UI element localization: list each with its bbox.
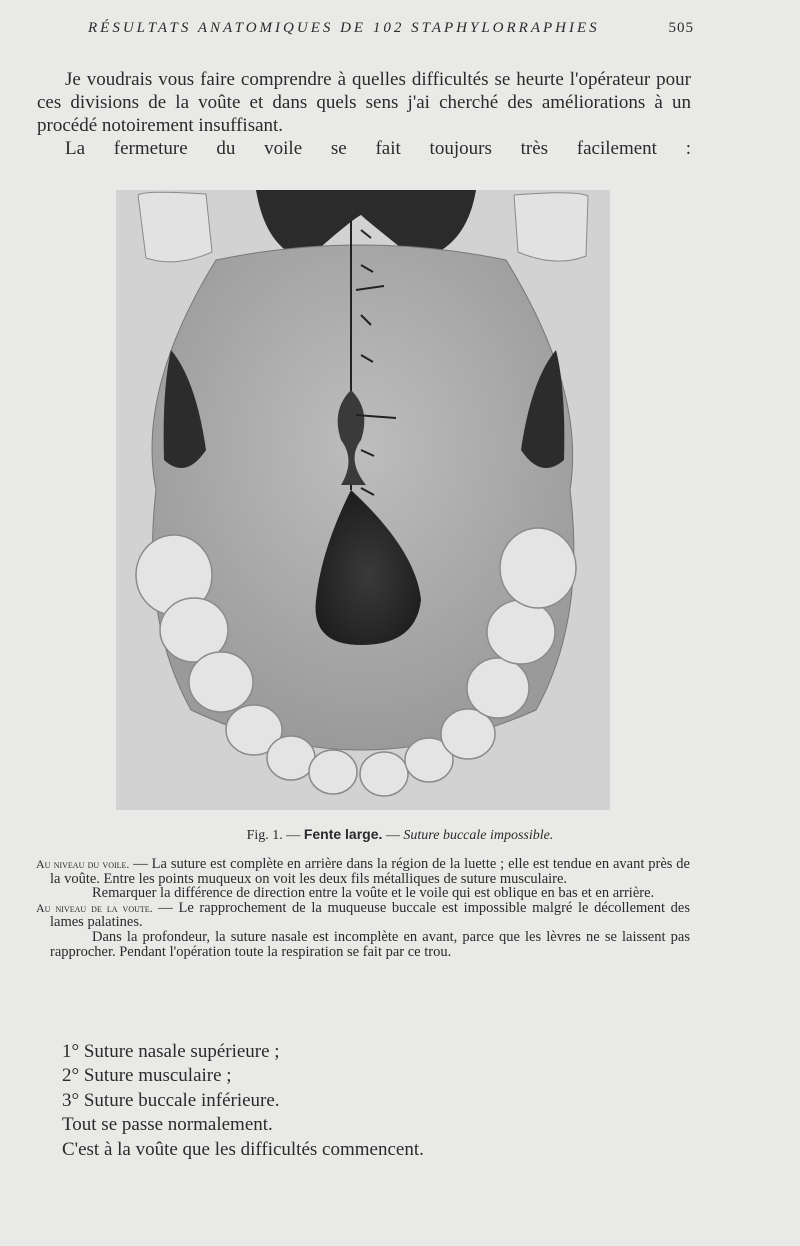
conclusion-line-1: Tout se passe normalement. [62,1114,273,1136]
figure-caption [0,826,800,844]
intro-paragraph-1: Je voudrais vous faire comprendre à quelles difficultés se heurte l'opérateur pour ces divisions de la voûte et dans quels sens j'ai cherché des améliorations à un procédé notoirement insuffisant. [37,69,691,136]
caption-subtitle: Suture buccale impossible. [403,828,554,843]
palate-drawing [116,190,610,810]
caption-separator: — [382,828,404,843]
step-1: 1° Suture nasale supérieure ; [62,1041,280,1062]
caption-title: Fente large. [303,826,383,842]
suture-steps [62,1040,682,1162]
note-voile [36,857,690,886]
intro-text [37,68,691,160]
step-2: 2° Suture musculaire ; [62,1065,232,1087]
note-voile-lead: Au niveau du voile. [36,857,130,871]
step-3: 3° Suture buccale inférieure. [62,1089,280,1111]
conclusion-line-2: C'est à la voûte que les difficultés commencent. [62,1138,424,1160]
running-title: RÉSULTATS ANATOMIQUES DE 102 STAPHYLORRAPHIES [88,20,600,36]
note-direction: Remarquer la différence de direction entre la voûte et le voile qui est oblique en bas et en arrière. [92,885,655,902]
caption-number: Fig. 1. — [246,828,304,843]
note-voute-lead: Au niveau de la voute. [36,900,153,915]
page-number: 505 [668,20,694,36]
palate-illustration [116,190,610,810]
note-profondeur: Dans la profondeur, la suture nasale est incomplète en avant, parce que les lèvres ne se laissent pas rapprocher. Pendant l'opération toute la respiration se fait par ce trou. [50,928,690,960]
tooth-upper-left [138,192,212,262]
running-header [88,20,694,37]
note-voile-text: — La suture est complète en arrière dans la région de la luette ; elle est tendue en avant près de la voûte. Entre les points muqueux on voit les deux fils métalliques de suture musculaire. [50,856,690,887]
note-voute-text: — Le rapprochement de la muqueuse buccale est impossible malgré le décollement des lames palatines. [50,899,690,931]
tooth-upper-right [514,193,588,261]
intro-paragraph-2: La fermeture du voile se fait toujours très facilement : [65,138,691,159]
figure-notes [36,857,690,959]
note-voute [36,901,690,930]
